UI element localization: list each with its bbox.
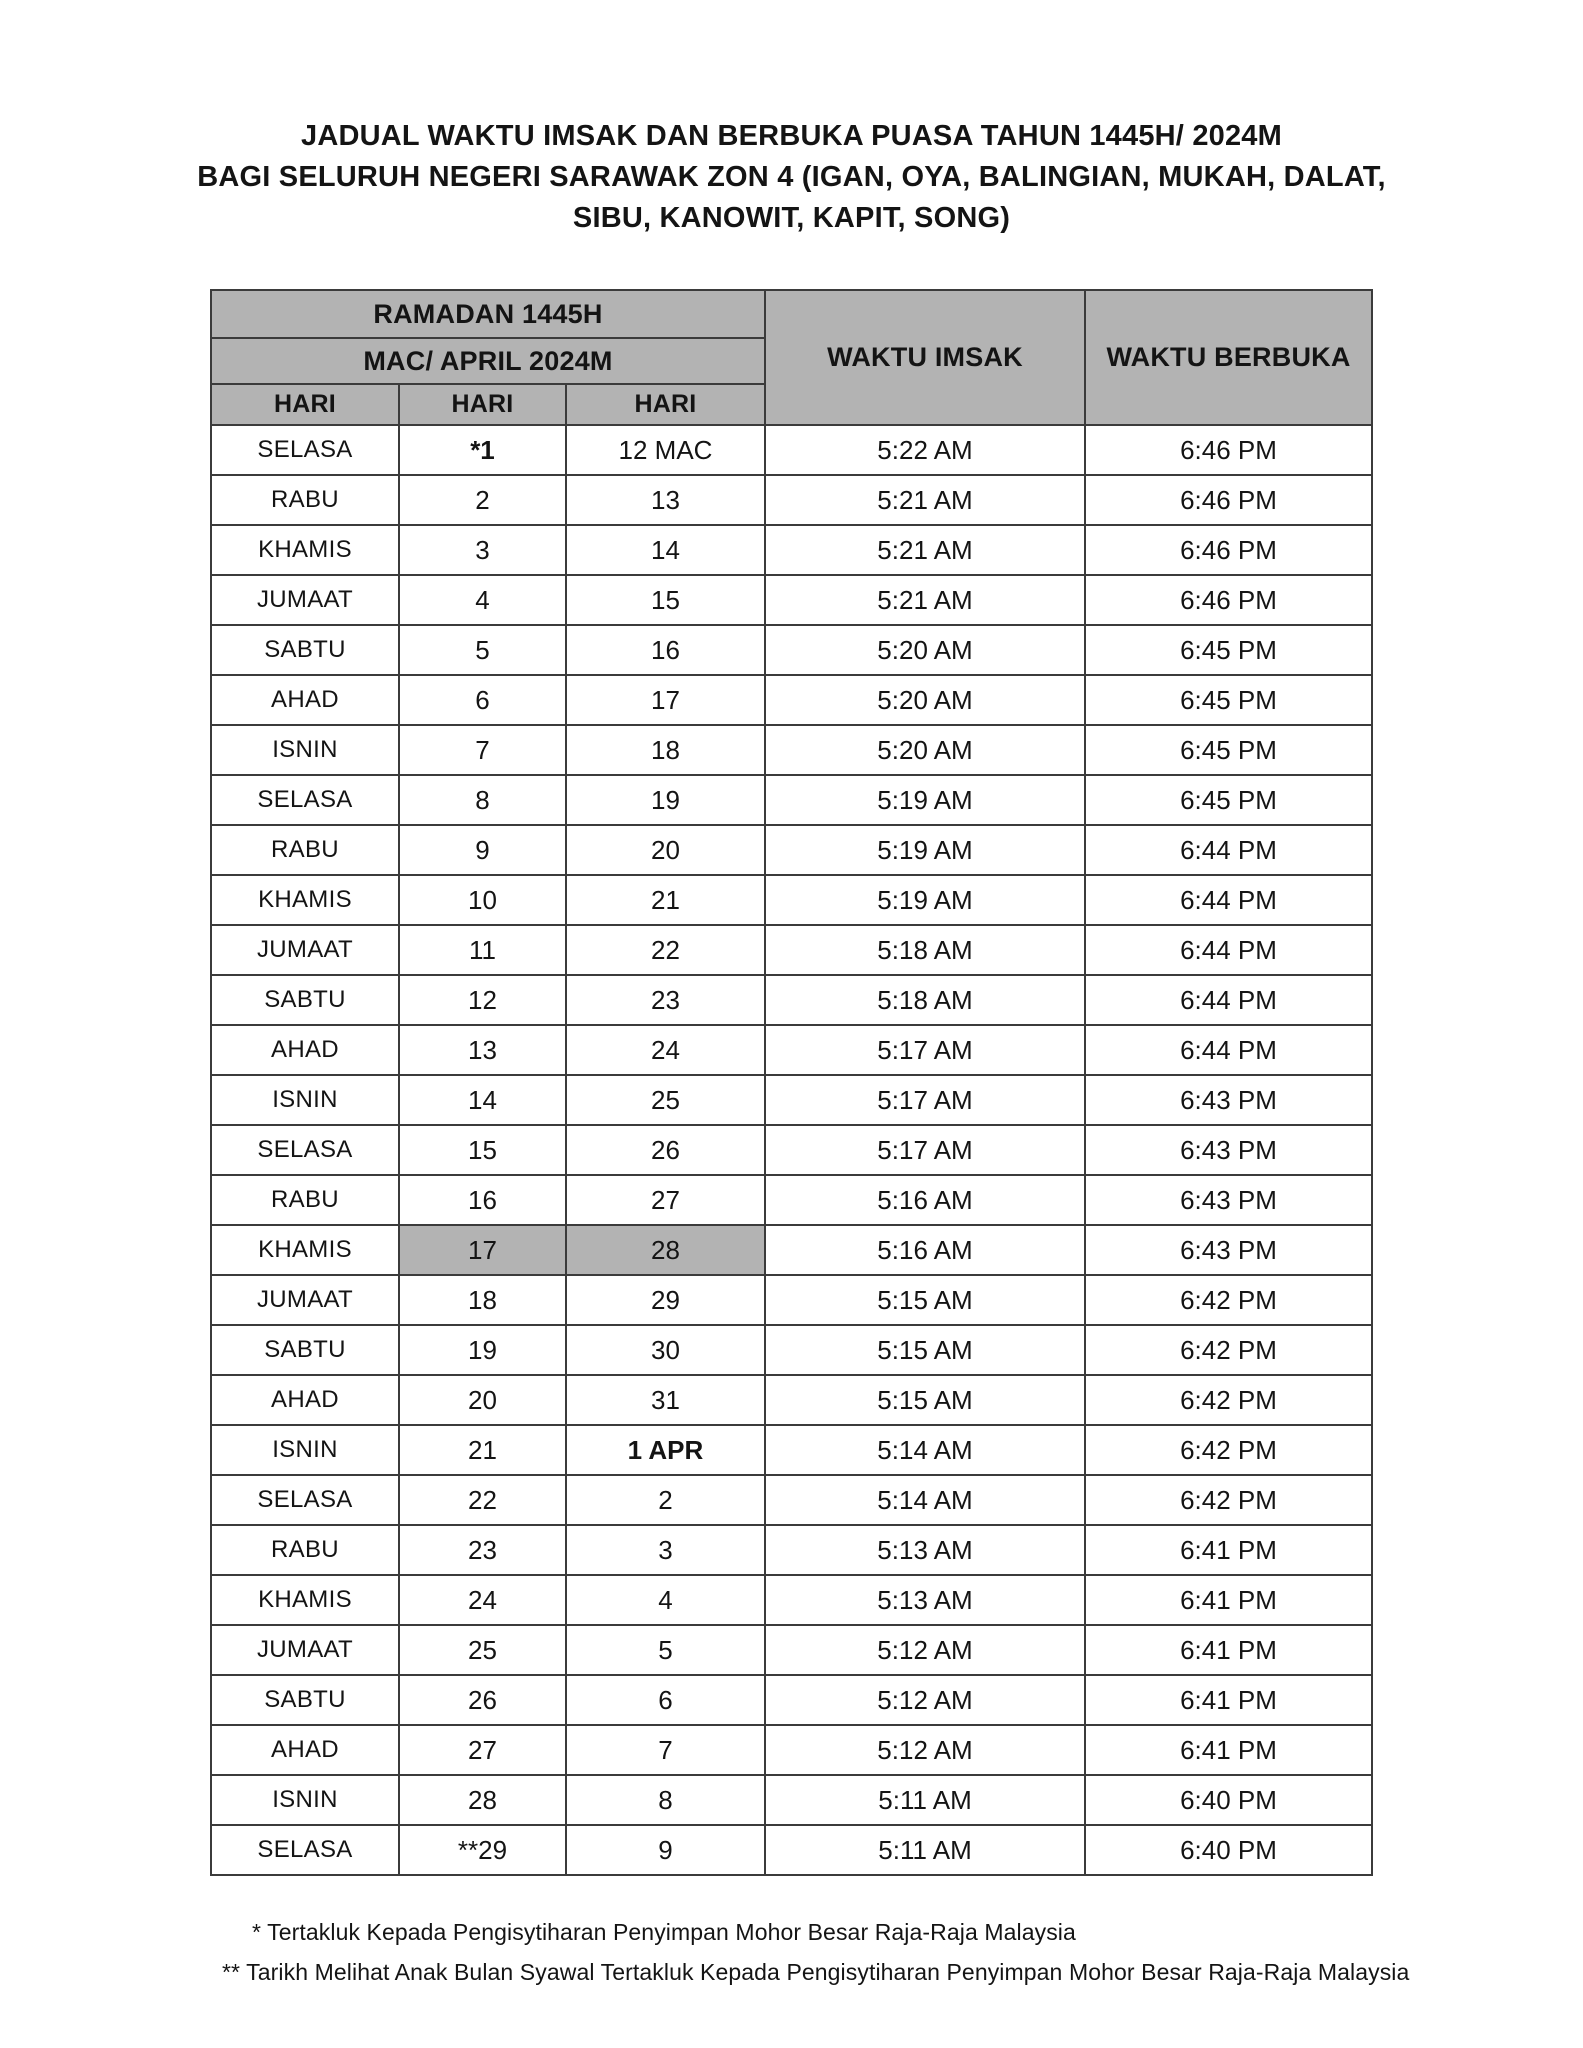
day-cell: JUMAAT bbox=[211, 575, 399, 625]
imsak-cell: 5:17 AM bbox=[765, 1025, 1085, 1075]
berbuka-cell: 6:46 PM bbox=[1085, 575, 1372, 625]
date-cell: 23 bbox=[566, 975, 765, 1025]
berbuka-cell: 6:46 PM bbox=[1085, 425, 1372, 475]
ramadan-day-cell: 20 bbox=[399, 1375, 566, 1425]
day-cell: SELASA bbox=[211, 775, 399, 825]
day-cell: SABTU bbox=[211, 1325, 399, 1375]
day-cell: SELASA bbox=[211, 425, 399, 475]
table-row bbox=[211, 1175, 1372, 1225]
day-cell: SABTU bbox=[211, 625, 399, 675]
table-row bbox=[211, 725, 1372, 775]
day-cell: SABTU bbox=[211, 975, 399, 1025]
ramadan-day-cell: 10 bbox=[399, 875, 566, 925]
berbuka-cell: 6:45 PM bbox=[1085, 775, 1372, 825]
imsak-cell: 5:13 AM bbox=[765, 1575, 1085, 1625]
imsak-cell: 5:18 AM bbox=[765, 925, 1085, 975]
header-hari-date: HARI bbox=[566, 384, 765, 425]
imsak-cell: 5:20 AM bbox=[765, 625, 1085, 675]
day-cell: ISNIN bbox=[211, 1075, 399, 1125]
berbuka-cell: 6:40 PM bbox=[1085, 1825, 1372, 1875]
table-row bbox=[211, 1775, 1372, 1825]
imsak-cell: 5:13 AM bbox=[765, 1525, 1085, 1575]
ramadan-day-cell: 25 bbox=[399, 1625, 566, 1675]
day-cell: AHAD bbox=[211, 1725, 399, 1775]
date-cell: 7 bbox=[566, 1725, 765, 1775]
berbuka-cell: 6:43 PM bbox=[1085, 1075, 1372, 1125]
imsak-cell: 5:17 AM bbox=[765, 1075, 1085, 1125]
table-row bbox=[211, 1525, 1372, 1575]
ramadan-day-cell: 6 bbox=[399, 675, 566, 725]
berbuka-cell: 6:44 PM bbox=[1085, 925, 1372, 975]
date-cell: 13 bbox=[566, 475, 765, 525]
imsak-cell: 5:21 AM bbox=[765, 475, 1085, 525]
header-waktu-berbuka: WAKTU BERBUKA bbox=[1085, 290, 1372, 425]
schedule-table-body bbox=[211, 425, 1372, 1875]
imsak-cell: 5:14 AM bbox=[765, 1475, 1085, 1525]
imsak-cell: 5:21 AM bbox=[765, 575, 1085, 625]
ramadan-day-cell: 3 bbox=[399, 525, 566, 575]
imsak-cell: 5:21 AM bbox=[765, 525, 1085, 575]
table-row bbox=[211, 1025, 1372, 1075]
imsak-cell: 5:20 AM bbox=[765, 675, 1085, 725]
header-mac-april: MAC/ APRIL 2024M bbox=[211, 338, 765, 384]
table-row bbox=[211, 1125, 1372, 1175]
berbuka-cell: 6:43 PM bbox=[1085, 1225, 1372, 1275]
date-cell: 28 bbox=[566, 1225, 765, 1275]
table-row bbox=[211, 1375, 1372, 1425]
day-cell: JUMAAT bbox=[211, 1625, 399, 1675]
berbuka-cell: 6:43 PM bbox=[1085, 1175, 1372, 1225]
ramadan-day-cell: 5 bbox=[399, 625, 566, 675]
date-cell: 21 bbox=[566, 875, 765, 925]
table-row bbox=[211, 1075, 1372, 1125]
ramadan-day-cell: 12 bbox=[399, 975, 566, 1025]
table-row bbox=[211, 625, 1372, 675]
ramadan-day-cell: 28 bbox=[399, 1775, 566, 1825]
table-row bbox=[211, 525, 1372, 575]
berbuka-cell: 6:41 PM bbox=[1085, 1525, 1372, 1575]
date-cell: 2 bbox=[566, 1475, 765, 1525]
ramadan-day-cell: 17 bbox=[399, 1225, 566, 1275]
ramadan-day-cell: 21 bbox=[399, 1425, 566, 1475]
footnote-2: ** Tarikh Melihat Anak Bulan Syawal Tertakluk Kepada Pengisytiharan Penyimpan Mohor Besar Raja-Raja Malaysia bbox=[222, 1959, 1410, 1985]
ramadan-day-cell: 2 bbox=[399, 475, 566, 525]
imsak-cell: 5:17 AM bbox=[765, 1125, 1085, 1175]
header-ramadan-1445h: RAMADAN 1445H bbox=[211, 290, 765, 338]
footnote-1: * Tertakluk Kepada Pengisytiharan Penyimpan Mohor Besar Raja-Raja Malaysia bbox=[252, 1919, 1076, 1945]
table-row bbox=[211, 1425, 1372, 1475]
berbuka-cell: 6:44 PM bbox=[1085, 875, 1372, 925]
imsak-cell: 5:18 AM bbox=[765, 975, 1085, 1025]
day-cell: ISNIN bbox=[211, 1775, 399, 1825]
day-cell: KHAMIS bbox=[211, 1575, 399, 1625]
date-cell: 20 bbox=[566, 825, 765, 875]
table-row bbox=[211, 1675, 1372, 1725]
berbuka-cell: 6:42 PM bbox=[1085, 1275, 1372, 1325]
day-cell: KHAMIS bbox=[211, 1225, 399, 1275]
ramadan-day-cell: 24 bbox=[399, 1575, 566, 1625]
header-row-ramadan bbox=[211, 290, 1372, 338]
title-line-3: SIBU, KANOWIT, KAPIT, SONG) bbox=[572, 202, 1011, 234]
day-cell: AHAD bbox=[211, 675, 399, 725]
table-row bbox=[211, 875, 1372, 925]
day-cell: SELASA bbox=[211, 1125, 399, 1175]
title-line-1: JADUAL WAKTU IMSAK DAN BERBUKA PUASA TAHUN 1445H/ 2024M bbox=[300, 120, 1282, 152]
imsak-cell: 5:16 AM bbox=[765, 1225, 1085, 1275]
berbuka-cell: 6:42 PM bbox=[1085, 1375, 1372, 1425]
date-cell: 27 bbox=[566, 1175, 765, 1225]
berbuka-cell: 6:41 PM bbox=[1085, 1625, 1372, 1675]
table-row bbox=[211, 475, 1372, 525]
berbuka-cell: 6:44 PM bbox=[1085, 1025, 1372, 1075]
date-cell: 9 bbox=[566, 1825, 765, 1875]
berbuka-cell: 6:45 PM bbox=[1085, 625, 1372, 675]
schedule-table bbox=[210, 289, 1373, 1876]
berbuka-cell: 6:41 PM bbox=[1085, 1725, 1372, 1775]
date-cell: 30 bbox=[566, 1325, 765, 1375]
table-row bbox=[211, 1725, 1372, 1775]
table-row bbox=[211, 925, 1372, 975]
berbuka-cell: 6:46 PM bbox=[1085, 525, 1372, 575]
date-cell: 26 bbox=[566, 1125, 765, 1175]
table-row bbox=[211, 1825, 1372, 1875]
ramadan-day-cell: 4 bbox=[399, 575, 566, 625]
ramadan-day-cell: *1 bbox=[399, 425, 566, 475]
imsak-cell: 5:19 AM bbox=[765, 825, 1085, 875]
ramadan-day-cell: 27 bbox=[399, 1725, 566, 1775]
imsak-cell: 5:15 AM bbox=[765, 1375, 1085, 1425]
berbuka-cell: 6:42 PM bbox=[1085, 1475, 1372, 1525]
berbuka-cell: 6:42 PM bbox=[1085, 1325, 1372, 1375]
ramadan-day-cell: 18 bbox=[399, 1275, 566, 1325]
table-row bbox=[211, 975, 1372, 1025]
table-row bbox=[211, 675, 1372, 725]
table-row bbox=[211, 575, 1372, 625]
footnotes bbox=[222, 1912, 1583, 1992]
table-row bbox=[211, 1625, 1372, 1675]
ramadan-day-cell: 22 bbox=[399, 1475, 566, 1525]
schedule-table-header bbox=[211, 290, 1372, 425]
berbuka-cell: 6:44 PM bbox=[1085, 975, 1372, 1025]
ramadan-day-cell: 16 bbox=[399, 1175, 566, 1225]
ramadan-day-cell: 13 bbox=[399, 1025, 566, 1075]
berbuka-cell: 6:44 PM bbox=[1085, 825, 1372, 875]
day-cell: KHAMIS bbox=[211, 525, 399, 575]
document-title bbox=[0, 116, 1583, 239]
day-cell: RABU bbox=[211, 1525, 399, 1575]
ramadan-day-cell: 23 bbox=[399, 1525, 566, 1575]
date-cell: 15 bbox=[566, 575, 765, 625]
table-row bbox=[211, 1575, 1372, 1625]
imsak-cell: 5:11 AM bbox=[765, 1775, 1085, 1825]
imsak-cell: 5:12 AM bbox=[765, 1675, 1085, 1725]
day-cell: RABU bbox=[211, 1175, 399, 1225]
day-cell: KHAMIS bbox=[211, 875, 399, 925]
imsak-cell: 5:22 AM bbox=[765, 425, 1085, 475]
ramadan-day-cell: **29 bbox=[399, 1825, 566, 1875]
imsak-cell: 5:15 AM bbox=[765, 1325, 1085, 1375]
berbuka-cell: 6:45 PM bbox=[1085, 675, 1372, 725]
imsak-cell: 5:16 AM bbox=[765, 1175, 1085, 1225]
ramadan-day-cell: 7 bbox=[399, 725, 566, 775]
imsak-cell: 5:15 AM bbox=[765, 1275, 1085, 1325]
date-cell: 14 bbox=[566, 525, 765, 575]
table-row bbox=[211, 1275, 1372, 1325]
date-cell: 29 bbox=[566, 1275, 765, 1325]
berbuka-cell: 6:41 PM bbox=[1085, 1575, 1372, 1625]
berbuka-cell: 6:46 PM bbox=[1085, 475, 1372, 525]
berbuka-cell: 6:41 PM bbox=[1085, 1675, 1372, 1725]
table-row bbox=[211, 1225, 1372, 1275]
table-row bbox=[211, 425, 1372, 475]
table-row bbox=[211, 1475, 1372, 1525]
date-cell: 24 bbox=[566, 1025, 765, 1075]
berbuka-cell: 6:43 PM bbox=[1085, 1125, 1372, 1175]
date-cell: 25 bbox=[566, 1075, 765, 1125]
day-cell: SELASA bbox=[211, 1475, 399, 1525]
day-cell: RABU bbox=[211, 475, 399, 525]
day-cell: AHAD bbox=[211, 1375, 399, 1425]
date-cell: 19 bbox=[566, 775, 765, 825]
date-cell: 12 MAC bbox=[566, 425, 765, 475]
date-cell: 18 bbox=[566, 725, 765, 775]
day-cell: JUMAAT bbox=[211, 1275, 399, 1325]
date-cell: 17 bbox=[566, 675, 765, 725]
ramadan-day-cell: 26 bbox=[399, 1675, 566, 1725]
imsak-cell: 5:14 AM bbox=[765, 1425, 1085, 1475]
ramadan-day-cell: 11 bbox=[399, 925, 566, 975]
ramadan-day-cell: 15 bbox=[399, 1125, 566, 1175]
header-waktu-imsak: WAKTU IMSAK bbox=[765, 290, 1085, 425]
day-cell: SABTU bbox=[211, 1675, 399, 1725]
berbuka-cell: 6:45 PM bbox=[1085, 725, 1372, 775]
date-cell: 6 bbox=[566, 1675, 765, 1725]
day-cell: ISNIN bbox=[211, 1425, 399, 1475]
date-cell: 5 bbox=[566, 1625, 765, 1675]
day-cell: JUMAAT bbox=[211, 925, 399, 975]
imsak-cell: 5:12 AM bbox=[765, 1725, 1085, 1775]
ramadan-day-cell: 14 bbox=[399, 1075, 566, 1125]
day-cell: ISNIN bbox=[211, 725, 399, 775]
date-cell: 8 bbox=[566, 1775, 765, 1825]
imsak-cell: 5:19 AM bbox=[765, 775, 1085, 825]
date-cell: 1 APR bbox=[566, 1425, 765, 1475]
date-cell: 31 bbox=[566, 1375, 765, 1425]
day-cell: RABU bbox=[211, 825, 399, 875]
berbuka-cell: 6:40 PM bbox=[1085, 1775, 1372, 1825]
date-cell: 16 bbox=[566, 625, 765, 675]
table-row bbox=[211, 775, 1372, 825]
imsak-cell: 5:19 AM bbox=[765, 875, 1085, 925]
day-cell: SELASA bbox=[211, 1825, 399, 1875]
title-line-2: BAGI SELURUH NEGERI SARAWAK ZON 4 (IGAN, OYA, BALINGIAN, MUKAH, DALAT, bbox=[197, 161, 1386, 193]
berbuka-cell: 6:42 PM bbox=[1085, 1425, 1372, 1475]
date-cell: 3 bbox=[566, 1525, 765, 1575]
ramadan-day-cell: 9 bbox=[399, 825, 566, 875]
header-hari-day: HARI bbox=[211, 384, 399, 425]
imsak-cell: 5:12 AM bbox=[765, 1625, 1085, 1675]
table-row bbox=[211, 1325, 1372, 1375]
imsak-cell: 5:20 AM bbox=[765, 725, 1085, 775]
header-hari-ramadan-day: HARI bbox=[399, 384, 566, 425]
ramadan-day-cell: 8 bbox=[399, 775, 566, 825]
table-row bbox=[211, 825, 1372, 875]
date-cell: 4 bbox=[566, 1575, 765, 1625]
day-cell: AHAD bbox=[211, 1025, 399, 1075]
imsak-cell: 5:11 AM bbox=[765, 1825, 1085, 1875]
ramadan-day-cell: 19 bbox=[399, 1325, 566, 1375]
date-cell: 22 bbox=[566, 925, 765, 975]
